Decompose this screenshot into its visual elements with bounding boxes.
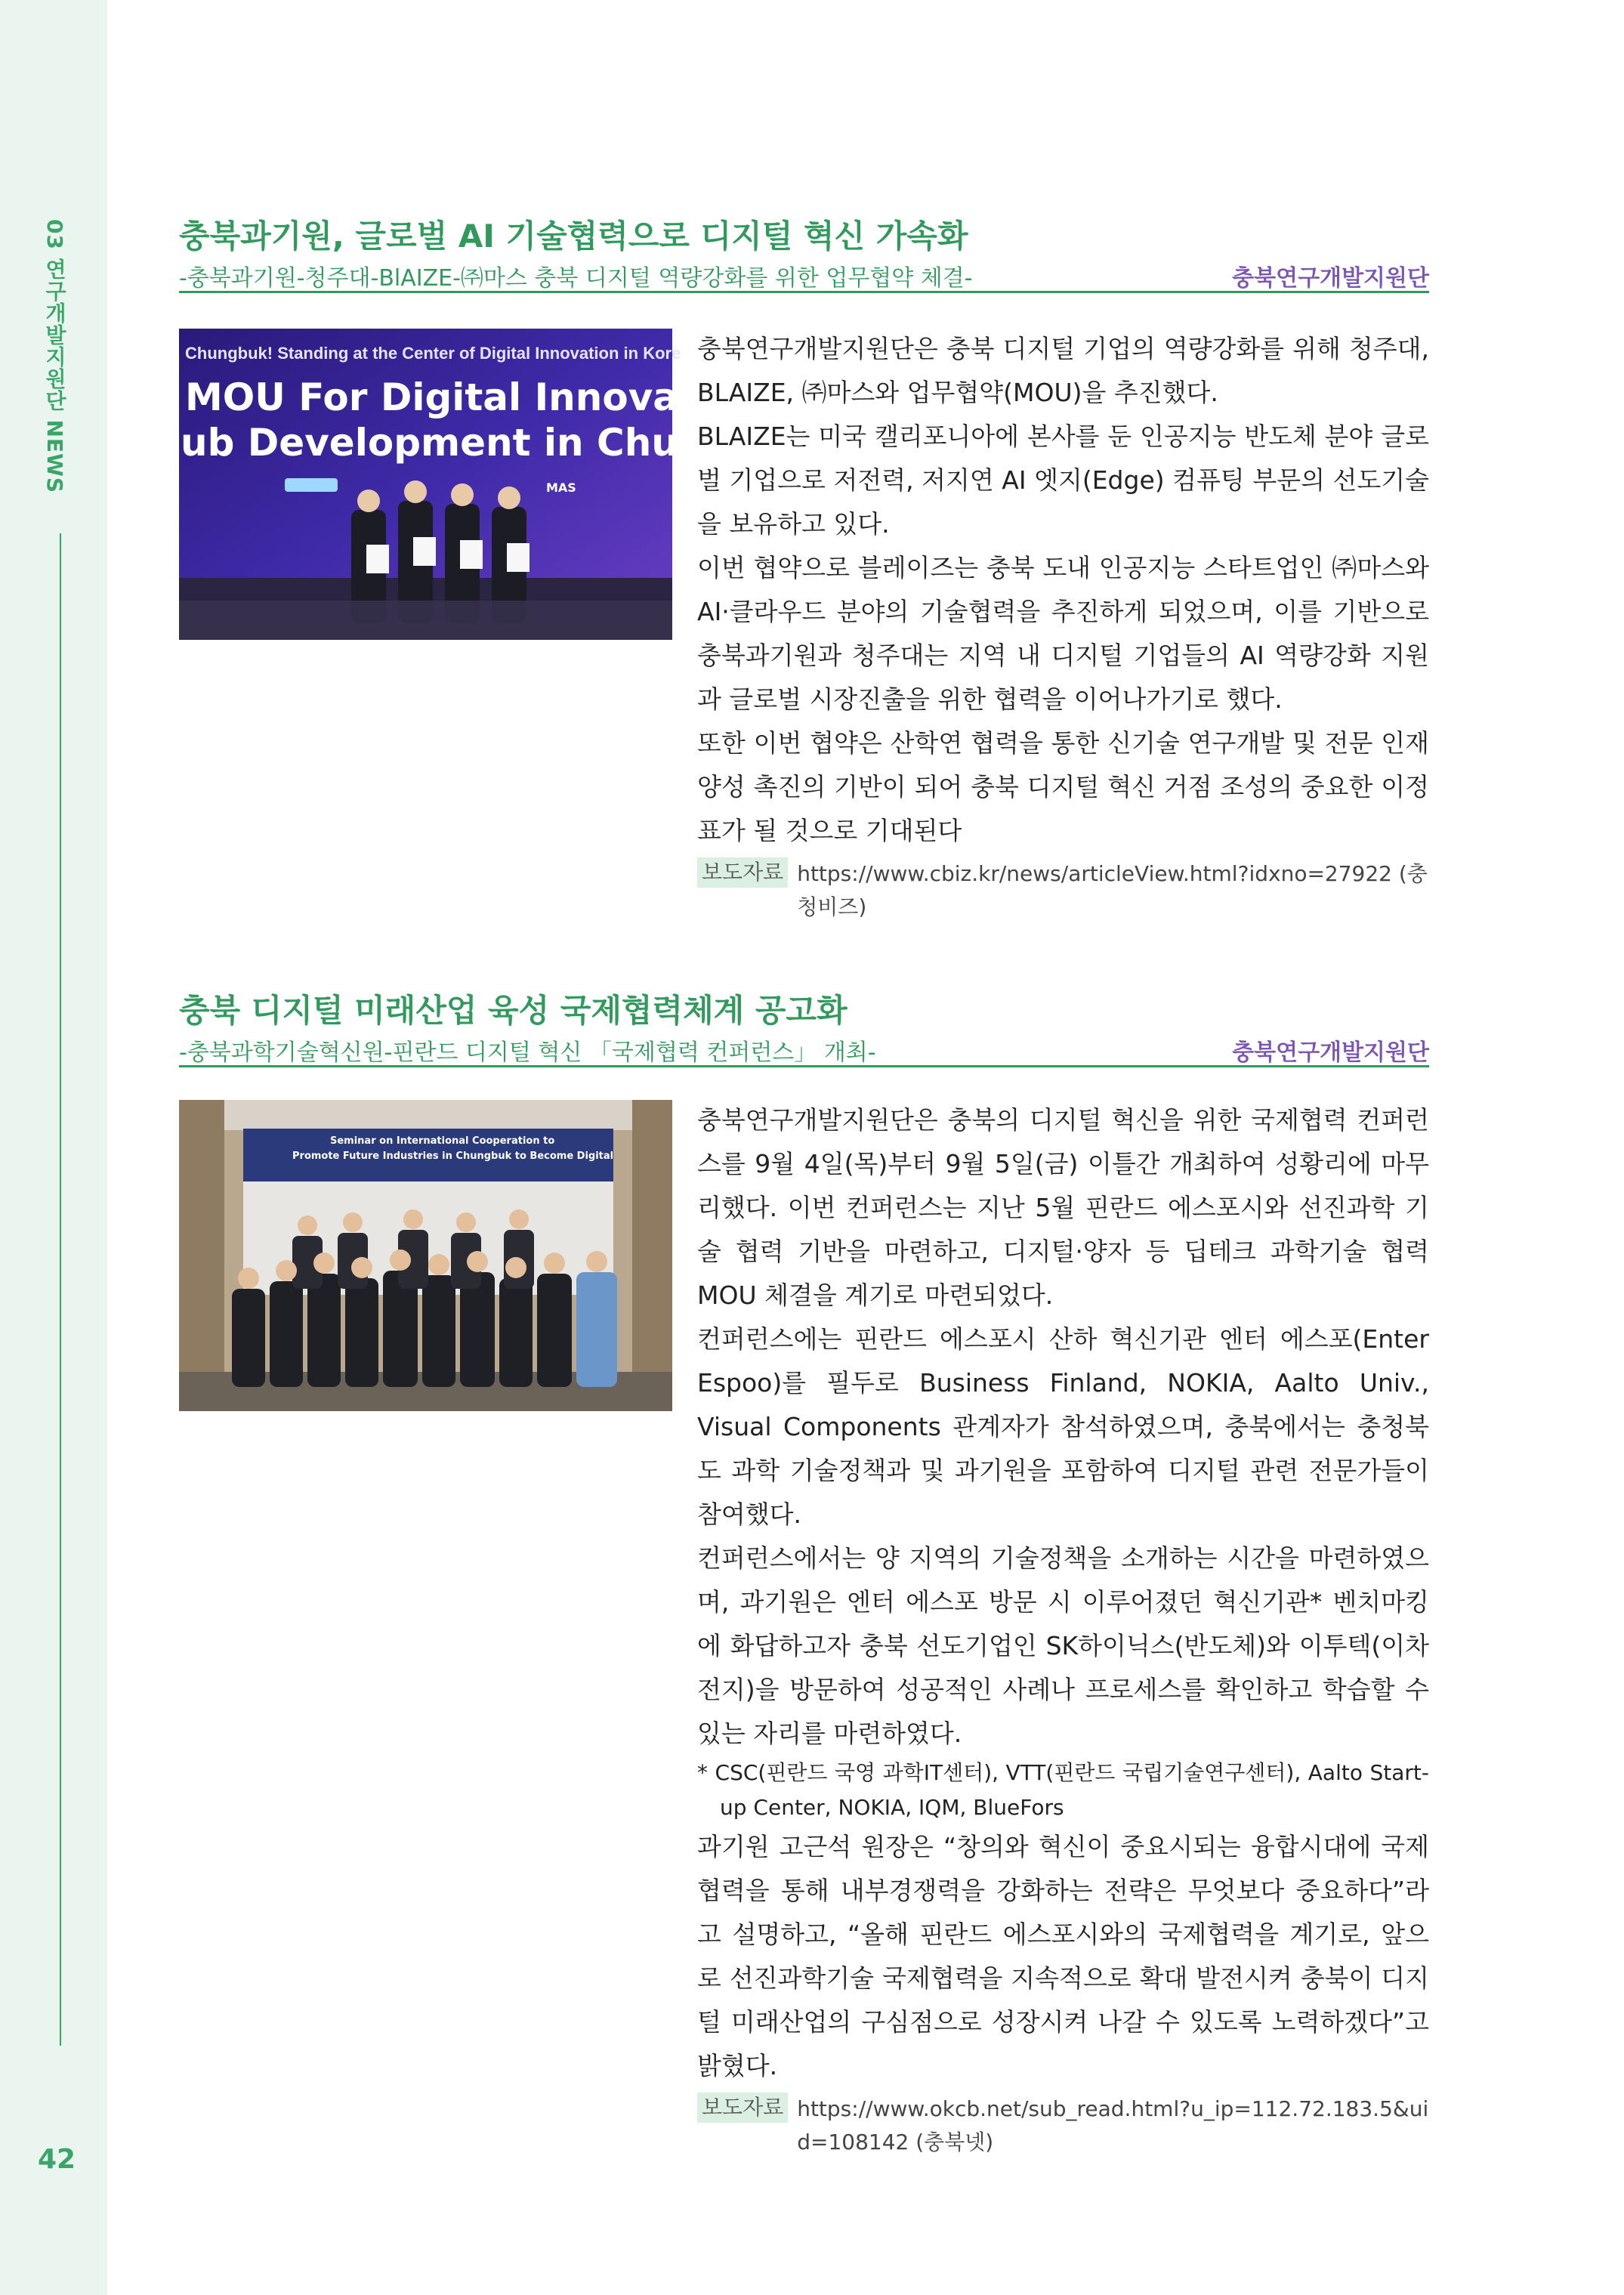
article-paragraph: BLAIZE는 미국 캘리포니아에 본사를 둔 인공지능 반도체 분야 글로벌 기업으로 저전력, 저지연 AI 엣지(Edge) 컴퓨팅 부문의 선도기술을 보유하고 있다.: [697, 422, 1429, 539]
article-paragraph: 충북연구개발지원단은 충북의 디지털 혁신을 위한 국제협력 컨퍼런스를 9월 4일(목)부터 9월 5일(금) 이틀간 개최하여 성황리에 마무리했다. 이번 컨퍼런스는 지난 5월 핀란드 에스포시와 선진과학 기술 협력 기반을 마련하고, 디지털·양자 등 딥테크 과학기술 협력 MOU 체결을 계기로 마련되었다.: [697, 1105, 1429, 1310]
sidebar-divider: [60, 533, 61, 2046]
section-label: 03 연구개발지원단 NEWS: [42, 219, 67, 494]
article-subtitle-bar: [179, 258, 1429, 293]
article-paragraph: 또한 이번 협약은 산학연 협력을 통한 신기술 연구개발 및 전문 인재 양성 촉진의 기반이 되어 충북 디지털 혁신 거점 조성의 중요한 이정표가 될 것으로 기대된다: [697, 728, 1429, 845]
article-paragraph: 컨퍼런스에는 핀란드 에스포시 산하 혁신기관 엔터 에스포(Enter Espoo)를 필두로 Business Finland, NOKIA, Aalto Univ., Visual Components 관계자가 참석하였으며, 충북에서는 충청북도 과학 기술정책과 및 과기원을 포함하여 디지털 관련 전문가들이 참여했다.: [697, 1324, 1429, 1529]
article-subtitle: -충북과기원-청주대-BlAIZE-㈜마스 충북 디지털 역량강화를 위한 업무협약 체결-: [179, 265, 973, 292]
press-link[interactable]: https://www.cbiz.kr/news/articleView.html?idxno=27922 (충청비즈): [797, 861, 1428, 919]
press-reference: [697, 2093, 1429, 2159]
article-photo: [179, 329, 786, 640]
article-paragraph: 이번 협약으로 블레이즈는 충북 도내 인공지능 스타트업인 ㈜마스와 AI·클라우드 분야의 기술협력을 추진하게 되었으며, 이를 기반으로 충북과기원과 청주대는 지역 내 디지털 기업들의 AI 역량강화 지원과 글로벌 시장진출을 위한 협력을 이어나가기로 했다.: [697, 553, 1429, 714]
article-1: [179, 215, 1429, 919]
article-org: 충북연구개발지원단: [1232, 265, 1429, 292]
article-footnote: * CSC(핀란드 국영 과학IT센터), VTT(핀란드 국립기술연구센터), Aalto Start-up Center, NOKIA, IQM, BlueFors: [697, 1760, 1429, 1820]
press-badge: 보도자료: [697, 2093, 788, 2123]
photo-banner-line1: Seminar on International Cooperation to: [330, 1135, 555, 1147]
article-subtitle: -충북과학기술혁신원-핀란드 디지털 혁신 「국제협력 컨퍼런스」 개최-: [179, 1039, 876, 1066]
press-reference: [697, 857, 1429, 924]
article-2: [179, 990, 1429, 2154]
article-title: 충북과기원, 글로벌 AI 기술협력으로 디지털 혁신 가속화: [179, 218, 968, 255]
press-link[interactable]: https://www.okcb.net/sub_read.html?u_ip=112.72.183.5&uid=108142 (충북넷): [797, 2096, 1429, 2154]
article-body: [697, 1098, 1429, 2159]
mou-photo-graphic: [179, 329, 786, 640]
photo-banner-line2: ub Development in Chungbu: [181, 421, 786, 465]
press-badge: 보도자료: [697, 857, 788, 888]
article-photo: [179, 1100, 672, 1411]
article-subtitle-bar: [179, 1032, 1429, 1067]
article-title: 충북 디지털 미래산업 육성 국제협력체계 공고화: [179, 992, 848, 1029]
article-paragraph: 컨퍼런스에서는 양 지역의 기술정책을 소개하는 시간을 마련하였으며, 과기원은 엔터 에스포 방문 시 이루어졌던 혁신기관* 벤치마킹에 화답하고자 충북 선도기업인 SK하이닉스(반도체)와 이투텍(이차전지)을 방문하여 성공적인 사례나 프로세스를 확인하고 학습할 수 있는 자리를 마련하였다.: [697, 1543, 1429, 1748]
article-paragraph: 충북연구개발지원단은 충북 디지털 기업의 역량강화를 위해 청주대, BLAIZE, ㈜마스와 업무협약(MOU)을 추진했다.: [697, 334, 1429, 407]
article-body: [697, 327, 1429, 924]
conference-photo-graphic: [179, 1100, 672, 1411]
article-paragraph: 과기원 고근석 원장은 “창의와 혁신이 중요시되는 융합시대에 국제협력을 통해 내부경쟁력을 강화하는 전략은 무엇보다 중요하다”라고 설명하고, “올해 핀란드 에스포시와의 국제협력을 계기로, 앞으로 선진과학기술 국제협력을 지속적으로 확대 발전시켜 충북이 디지털 미래산업의 구심점으로 성장시켜 나갈 수 있도록 노력하겠다”고 밝혔다.: [697, 1832, 1429, 2080]
page-number: 42: [38, 2144, 76, 2175]
article-org: 충북연구개발지원단: [1232, 1039, 1429, 1066]
photo-banner-line1: MOU For Digital Innovation: [185, 375, 763, 419]
photo-banner-top: Chungbuk! Standing at the Center of Digital Innovation in Kore: [185, 344, 681, 363]
photo-logo-text: MAS: [546, 480, 576, 495]
photo-banner-line2: Promote Future Industries in Chungbuk to Become Digital: [292, 1151, 614, 1162]
